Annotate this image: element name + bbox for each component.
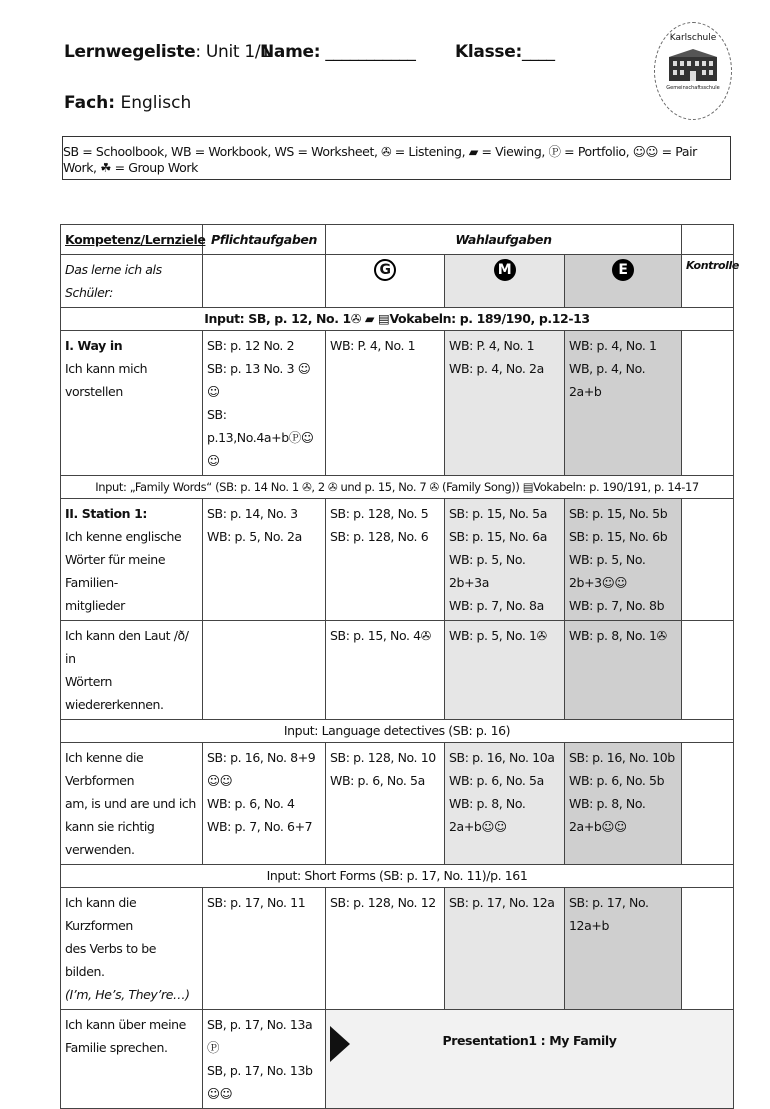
- task: WB: p. 8, No. 1✇: [569, 628, 667, 643]
- table-row: [61, 499, 734, 621]
- task: SB: p. 17, No. 12a: [449, 895, 555, 910]
- pflicht-cell: [203, 331, 326, 476]
- level-g: [326, 255, 445, 308]
- task: SB: p. 15, No. 5b: [569, 506, 668, 521]
- pflicht-cell: [203, 888, 326, 1010]
- table-row: [61, 888, 734, 1010]
- kompetenz-text: Familie sprechen.: [65, 1040, 168, 1055]
- header-klasse: [455, 42, 555, 62]
- klasse-blank[interactable]: ____: [521, 42, 555, 62]
- kompetenz-cell: [61, 499, 203, 621]
- wahl-g-cell: [326, 888, 445, 1010]
- input-3: Input: Language detectives (SB: p. 16): [61, 720, 734, 743]
- wahl-g-cell: [326, 743, 445, 865]
- logo-school-type: Gemeinschaftsschule: [666, 85, 720, 91]
- input-row-2: [61, 476, 734, 499]
- task: SB, p. 17, No. 13a Ⓟ: [207, 1017, 313, 1055]
- logo-school-name: Karlschule: [669, 33, 717, 43]
- wahl-m-cell: [445, 331, 565, 476]
- header-pflicht: Pflichtaufgaben: [203, 225, 326, 255]
- task: SB: p. 128, No. 10: [330, 750, 436, 765]
- task: SB: p. 12 No. 2: [207, 338, 295, 353]
- task: SB: p. 16, No. 10a: [449, 750, 555, 765]
- wahl-g-cell: [326, 331, 445, 476]
- pflicht-cell: [203, 499, 326, 621]
- task: SB: p. 13 No. 3 ☺☺: [207, 361, 311, 399]
- kompetenz-text: Ich kenne die Verbformen: [65, 750, 144, 788]
- name-label: Name:: [260, 42, 321, 62]
- level-g-icon: G: [374, 259, 396, 281]
- task: SB: p. 128, No. 5: [330, 506, 429, 521]
- pflicht-cell: [203, 743, 326, 865]
- task: WB: P. 4, No. 1: [449, 338, 535, 353]
- header-wahl: Wahlaufgaben: [326, 225, 682, 255]
- task: SB: p. 17, No. 11: [207, 895, 306, 910]
- task: WB: p. 5, No. 1✇: [449, 628, 547, 643]
- kompetenz-cell: [61, 888, 203, 1010]
- arrow-right-icon: [330, 1026, 350, 1062]
- task: WB: p. 5, No. 2b+3☺☺: [569, 552, 646, 590]
- legend-text: SB = Schoolbook, WB = Workbook, WS = Worksheet, ✇ = Listening, ▰ = Viewing, Ⓟ = Portfolio, ☺☺ = Pair Work, ☘ = Group Work: [63, 143, 697, 175]
- input-row-4: [61, 865, 734, 888]
- fach-label: Fach:: [64, 93, 116, 113]
- kompetenz-text: am, is und are und ich: [65, 796, 196, 811]
- kontrolle-cell[interactable]: [682, 331, 734, 476]
- wahl-e-cell: [565, 499, 682, 621]
- wahl-g-cell: [326, 621, 445, 720]
- presentation-title: Presentation1 : My Family: [442, 1033, 617, 1048]
- header-kompetenz: Kompetenz/Lernziele: [61, 225, 203, 255]
- kompetenz-cell: [61, 621, 203, 720]
- task: WB: p. 4, No. 1: [569, 338, 657, 353]
- school-logo: [654, 22, 732, 120]
- kompetenz-text: mitglieder: [65, 598, 125, 613]
- task: WB: p. 8, No. 2a+b☺☺: [449, 796, 526, 834]
- task: SB: p. 16, No. 8+9 ☺☺: [207, 750, 316, 788]
- task: SB, p. 17, No. 13b ☺☺: [207, 1063, 313, 1101]
- task: WB: p. 4, No. 2a: [449, 361, 544, 376]
- level-m: [445, 255, 565, 308]
- level-m-icon: M: [494, 259, 516, 281]
- kompetenz-text: Ich kann mich vorstellen: [65, 361, 148, 399]
- task: WB: p. 7, No. 8a: [449, 598, 544, 613]
- task: WB: p. 7, No. 8b: [569, 598, 665, 613]
- station-title: I. Way in: [65, 338, 123, 353]
- task: WB: p. 7, No. 6+7: [207, 819, 313, 834]
- task: WB: p. 6, No. 5a: [449, 773, 544, 788]
- table-row: [61, 621, 734, 720]
- school-building-icon: [667, 47, 719, 83]
- kompetenz-cell: [61, 1010, 203, 1109]
- level-empty: [203, 255, 326, 308]
- task: SB: p. 128, No. 6: [330, 529, 429, 544]
- pflicht-cell: [203, 1010, 326, 1109]
- task: WB: p. 6, No. 4: [207, 796, 295, 811]
- wahl-m-cell: [445, 743, 565, 865]
- task: WB: p. 6, No. 5a: [330, 773, 425, 788]
- table-header-row: [61, 225, 734, 255]
- kontrolle-cell[interactable]: [682, 888, 734, 1010]
- level-e-icon: E: [612, 259, 634, 281]
- unit-value: : Unit 1/1: [195, 42, 271, 62]
- kompetenz-text: Ich kann den Laut /ð/ in: [65, 628, 189, 666]
- wahl-e-cell: [565, 888, 682, 1010]
- kompetenz-text: (I’m, He’s, They’re…): [65, 987, 190, 1002]
- wahl-m-cell: [445, 888, 565, 1010]
- wahl-e-cell: [565, 621, 682, 720]
- input-2: Input: „Family Words“ (SB: p. 14 No. 1 ✇, 2 ✇ und p. 15, No. 7 ✇ (Family Song)) ▤Vokabeln: p. 190/191, p. 14-17: [61, 476, 734, 499]
- klasse-label: Klasse:: [455, 42, 522, 62]
- task: SB: p. 15, No. 6a: [449, 529, 547, 544]
- kompetenz-cell: [61, 331, 203, 476]
- kompetenz-text: Wörter für meine Familien-: [65, 552, 166, 590]
- kompetenz-text: Ich kann über meine: [65, 1017, 186, 1032]
- header-empty: [682, 225, 734, 255]
- table-row: [61, 331, 734, 476]
- task: SB: p. 17, No. 12a+b: [569, 895, 649, 933]
- kompetenz-text: kann sie richtig: [65, 819, 155, 834]
- presentation-cell: [326, 1010, 734, 1109]
- legend-box: [62, 136, 731, 180]
- task: SB: p. 15, No. 6b: [569, 529, 668, 544]
- learning-path-table: [60, 224, 739, 1109]
- task: SB: p. 15, No. 5a: [449, 506, 547, 521]
- station-title: II. Station 1:: [65, 506, 148, 521]
- task: SB: p. 14, No. 3: [207, 506, 298, 521]
- input-row-1: [61, 308, 734, 331]
- table-row: [61, 1010, 734, 1109]
- task: WB: p. 5, No. 2a: [207, 529, 302, 544]
- kompetenz-text: des Verbs to be bilden.: [65, 941, 157, 979]
- kontrolle-cell[interactable]: [682, 621, 734, 720]
- kompetenz-text: Ich kann die Kurzformen: [65, 895, 137, 933]
- task: WB: P. 4, No. 1: [330, 338, 416, 353]
- header-fach: [64, 93, 191, 113]
- task: SB: p. 15, No. 4✇: [330, 628, 431, 643]
- name-blank[interactable]: ___________: [320, 42, 416, 62]
- task: SB: p.13,No.4a+bⓅ☺☺: [207, 407, 314, 468]
- pflicht-cell: [203, 621, 326, 720]
- kontrolle-cell[interactable]: [682, 743, 734, 865]
- kompetenz-text: Wörtern wiedererkennen.: [65, 674, 164, 712]
- task: SB: p. 16, No. 10b: [569, 750, 675, 765]
- fach-value: Englisch: [115, 93, 192, 113]
- lernwegeliste-label: Lernwegeliste: [64, 42, 196, 62]
- wahl-e-cell: [565, 331, 682, 476]
- task: SB: p. 128, No. 12: [330, 895, 436, 910]
- table-row: [61, 743, 734, 865]
- header-schueler: Das lerne ich als Schüler:: [61, 255, 203, 308]
- wahl-g-cell: [326, 499, 445, 621]
- kompetenz-cell: [61, 743, 203, 865]
- kompetenz-text: Ich kenne englische: [65, 529, 182, 544]
- task: WB: p. 6, No. 5b: [569, 773, 665, 788]
- level-e: [565, 255, 682, 308]
- task: WB: p. 8, No. 2a+b☺☺: [569, 796, 646, 834]
- header-lernwegeliste: [64, 42, 271, 62]
- kompetenz-text: verwenden.: [65, 842, 135, 857]
- header-name: [260, 42, 416, 62]
- wahl-m-cell: [445, 621, 565, 720]
- table-level-row: [61, 255, 734, 308]
- wahl-e-cell: [565, 743, 682, 865]
- input-4: Input: Short Forms (SB: p. 17, No. 11)/p. 161: [61, 865, 734, 888]
- kontrolle-cell[interactable]: [682, 499, 734, 621]
- input-1: Input: SB, p. 12, No. 1✇ ▰ ▤Vokabeln: p. 189/190, p.12-13: [61, 308, 734, 331]
- task: WB: p. 5, No. 2b+3a: [449, 552, 526, 590]
- header-kontrolle: Kontrolle: [682, 255, 734, 308]
- input-row-3: [61, 720, 734, 743]
- wahl-m-cell: [445, 499, 565, 621]
- task: WB, p. 4, No. 2a+b: [569, 361, 646, 399]
